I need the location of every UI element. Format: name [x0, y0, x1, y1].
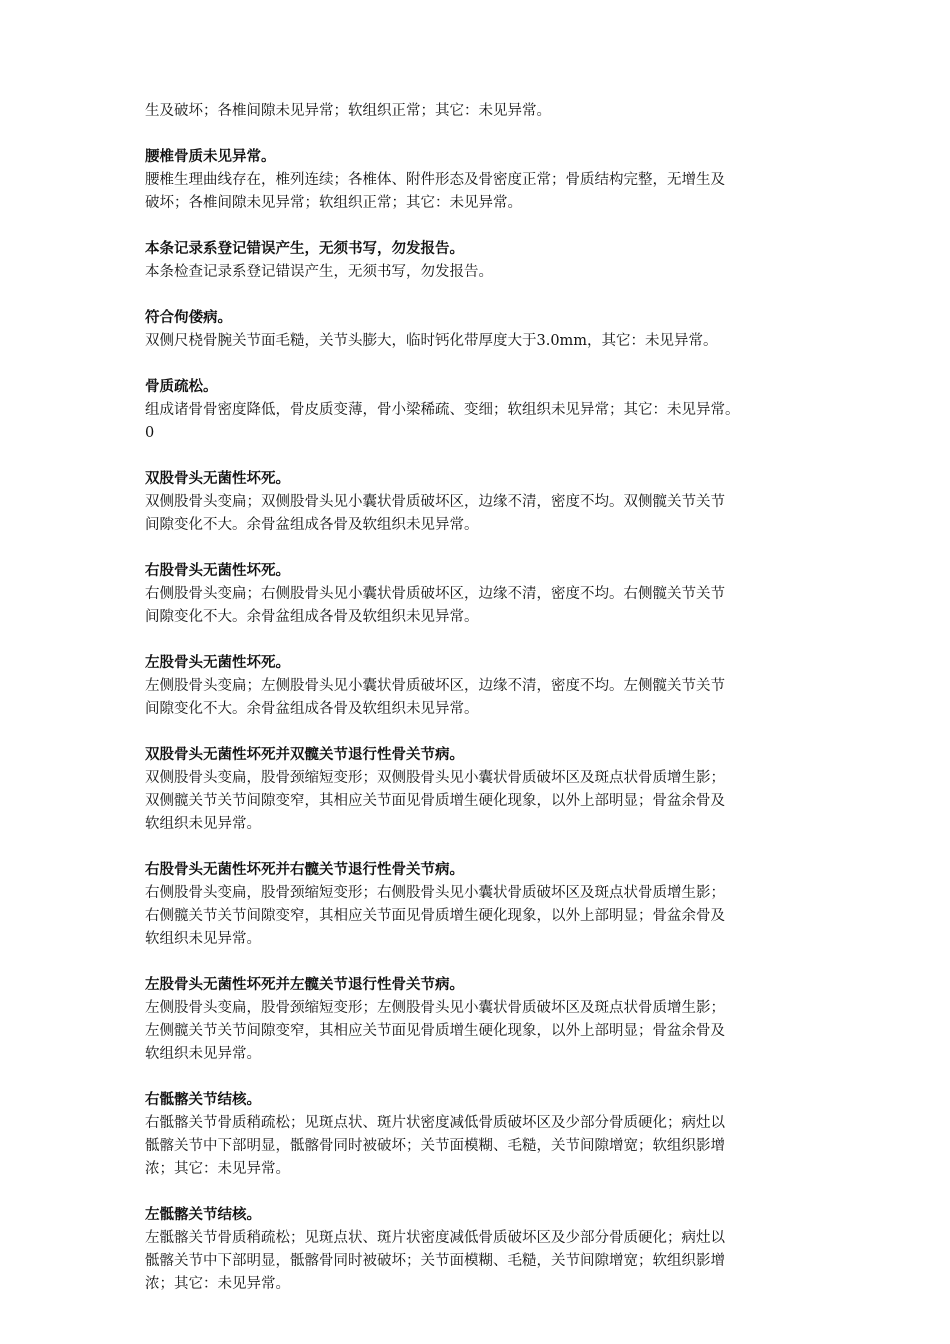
entry-line: 软组织未见异常。: [145, 931, 261, 947]
entry-title: 左股骨头无菌性坏死并左髋关节退行性骨关节病。: [145, 977, 464, 993]
entry-line: 双侧股骨头变扁，股骨颈缩短变形；双侧股骨头见小囊状骨质破坏区及斑点状骨质增生影；: [145, 770, 725, 786]
intro-line: 生及破坏；各椎间隙未见异常；软组织正常；其它：未见异常。: [145, 103, 551, 119]
entry-title: 符合佝偻病。: [145, 310, 232, 326]
entry-line: 双侧股骨头变扁；双侧股骨头见小囊状骨质破坏区，边缘不清，密度不均。双侧髋关节关节: [145, 494, 725, 510]
entry-line: 右侧髋关节关节间隙变窄，其相应关节面见骨质增生硬化现象，以外上部明显；骨盆余骨及: [145, 908, 725, 924]
entry-line: 双侧尺桡骨腕关节面毛糙，关节头膨大，临时钙化带厚度大于3.0mm，其它：未见异常。: [145, 333, 718, 349]
entry-line: 间隙变化不大。余骨盆组成各骨及软组织未见异常。: [145, 609, 479, 625]
entry-line: 左侧股骨头变扁；左侧股骨头见小囊状骨质破坏区，边缘不清，密度不均。左侧髋关节关节: [145, 678, 725, 694]
entry-left-necrosis-osteoarthritis: [145, 974, 825, 1066]
entry-title: 左股骨头无菌性坏死。: [145, 655, 290, 671]
entry-title: 双股骨头无菌性坏死并双髋关节退行性骨关节病。: [145, 747, 464, 763]
entry-line: 0: [145, 425, 155, 441]
entry-left-femoral-necrosis: [145, 652, 825, 721]
entry-title: 本条记录系登记错误产生，无须书写，勿发报告。: [145, 241, 464, 257]
entry-title: 右股骨头无菌性坏死。: [145, 563, 290, 579]
entry-title: 双股骨头无菌性坏死。: [145, 471, 290, 487]
entry-title: 骨质疏松。: [145, 379, 218, 395]
entry-lumbar-normal: [145, 146, 825, 215]
entry-line: 间隙变化不大。余骨盆组成各骨及软组织未见异常。: [145, 701, 479, 717]
entry-line: 左骶髂关节骨质稍疏松；见斑点状、斑片状密度减低骨质破坏区及少部分骨质硬化；病灶以: [145, 1230, 725, 1246]
entry-rickets: [145, 307, 825, 353]
entry-line: 左侧髋关节关节间隙变窄，其相应关节面见骨质增生硬化现象，以外上部明显；骨盆余骨及: [145, 1023, 725, 1039]
intro-block: [145, 100, 825, 123]
entry-line: 右侧股骨头变扁；右侧股骨头见小囊状骨质破坏区，边缘不清，密度不均。右侧髋关节关节: [145, 586, 725, 602]
entry-line: 浓；其它：未见异常。: [145, 1276, 290, 1292]
entry-title: 腰椎骨质未见异常。: [145, 149, 276, 165]
entry-left-sacroiliac-tb: [145, 1204, 825, 1296]
entry-line: 软组织未见异常。: [145, 816, 261, 832]
entry-line: 间隙变化不大。余骨盆组成各骨及软组织未见异常。: [145, 517, 479, 533]
entry-title: 右股骨头无菌性坏死并右髋关节退行性骨关节病。: [145, 862, 464, 878]
entry-line: 骶髂关节中下部明显，骶髂骨同时被破坏；关节面模糊、毛糙，关节间隙增宽；软组织影增: [145, 1253, 725, 1269]
entry-right-necrosis-osteoarthritis: [145, 859, 825, 951]
entry-line: 左侧股骨头变扁，股骨颈缩短变形；左侧股骨头见小囊状骨质破坏区及斑点状骨质增生影；: [145, 1000, 725, 1016]
entry-title: 左骶髂关节结核。: [145, 1207, 261, 1223]
entry-bilateral-femoral-necrosis: [145, 468, 825, 537]
document-page: [145, 100, 825, 1296]
entry-right-sacroiliac-tb: [145, 1089, 825, 1181]
entry-line: 软组织未见异常。: [145, 1046, 261, 1062]
entry-line: 右骶髂关节骨质稍疏松；见斑点状、斑片状密度减低骨质破坏区及少部分骨质硬化；病灶以: [145, 1115, 725, 1131]
entry-bilateral-necrosis-osteoarthritis: [145, 744, 825, 836]
entry-registration-error: [145, 238, 825, 284]
entry-line: 腰椎生理曲线存在，椎列连续；各椎体、附件形态及骨密度正常；骨质结构完整，无增生及: [145, 172, 725, 188]
entry-right-femoral-necrosis: [145, 560, 825, 629]
entry-line: 本条检查记录系登记错误产生，无须书写，勿发报告。: [145, 264, 493, 280]
entry-line: 双侧髋关节关节间隙变窄，其相应关节面见骨质增生硬化现象，以外上部明显；骨盆余骨及: [145, 793, 725, 809]
entry-line: 右侧股骨头变扁，股骨颈缩短变形；右侧股骨头见小囊状骨质破坏区及斑点状骨质增生影；: [145, 885, 725, 901]
entry-osteoporosis: [145, 376, 825, 445]
entry-line: 组成诸骨骨密度降低，骨皮质变薄，骨小梁稀疏、变细；软组织未见异常；其它：未见异常。: [145, 402, 740, 418]
entry-line: 浓；其它：未见异常。: [145, 1161, 290, 1177]
entry-line: 骶髂关节中下部明显，骶髂骨同时被破坏；关节面模糊、毛糙，关节间隙增宽；软组织影增: [145, 1138, 725, 1154]
entry-line: 破坏；各椎间隙未见异常；软组织正常；其它：未见异常。: [145, 195, 522, 211]
entry-title: 右骶髂关节结核。: [145, 1092, 261, 1108]
